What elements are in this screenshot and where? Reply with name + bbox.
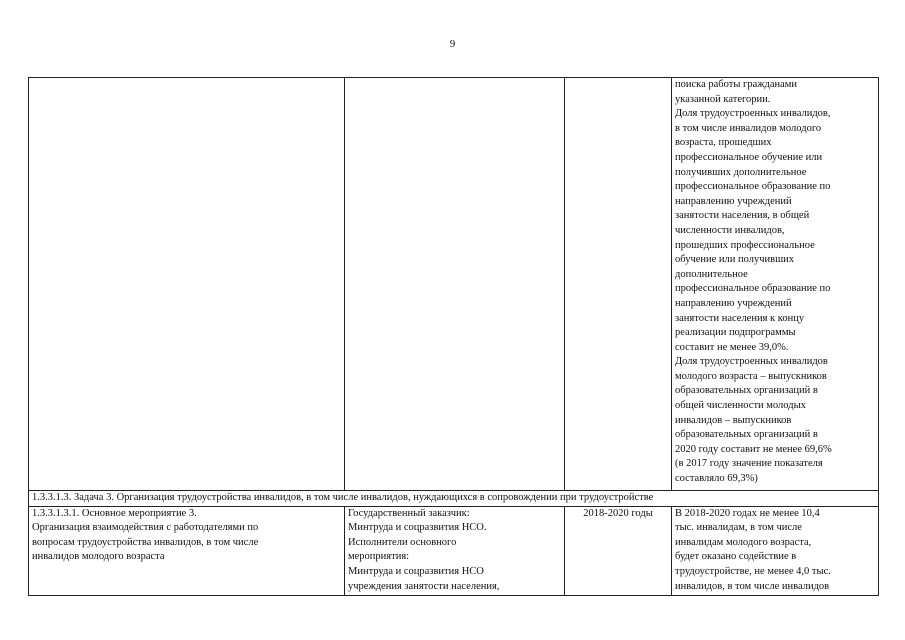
task-row xyxy=(29,491,879,507)
period-cell xyxy=(565,78,672,491)
activity-cell: 1.3.3.1.3.1. Основное мероприятие 3. Организация взаимодействия с работодателями по вопросам трудоустройства инвалидов, в том числе инвалидов молодого возраста xyxy=(29,506,345,595)
result-cell: поиска работы гражданами указанной категории. Доля трудоустроенных инвалидов, в том числе инвалидов молодого возраста, прошедших профессиональное обучение или получивших дополнительное профессиональное образование по направлению учреждений занятости населения, в общей численности инвалидов, прошедших профессиональное обучение или получивших дополнительное профессиональное образование по направлению учреждений занятости населения к концу реализации подпрограммы составит не менее 39,0%. Доля трудоустроенных инвалидов молодого возраста – выпускников образовательных организаций в общей численности молодых инвалидов – выпускников образовательных организаций в 2020 году составит не менее 69,6% (в 2017 году значение показателя составляло 69,3%) xyxy=(672,78,879,491)
table-row xyxy=(29,78,879,491)
task-heading-cell: 1.3.3.1.3. Задача 3. Организация трудоустройства инвалидов, в том числе инвалидов, нуждающихся в сопровождении при трудоустройстве xyxy=(29,491,879,507)
period-cell: 2018-2020 годы xyxy=(565,506,672,595)
page-number: 9 xyxy=(449,38,456,50)
activity-cell xyxy=(29,78,345,491)
result-cell: В 2018-2020 годах не менее 10,4 тыс. инвалидам, в том числе инвалидам молодого возраста, будет оказано содействие в трудоустройстве, не менее 4,0 тыс. инвалидов, в том числе инвалидов xyxy=(672,506,879,595)
table-row xyxy=(29,506,879,595)
program-table xyxy=(28,77,879,596)
executor-cell: Государственный заказчик: Минтруда и соцразвития НСО. Исполнители основного мероприятия: Минтруда и соцразвития НСО учреждения занятости населения, xyxy=(345,506,565,595)
executor-cell xyxy=(345,78,565,491)
